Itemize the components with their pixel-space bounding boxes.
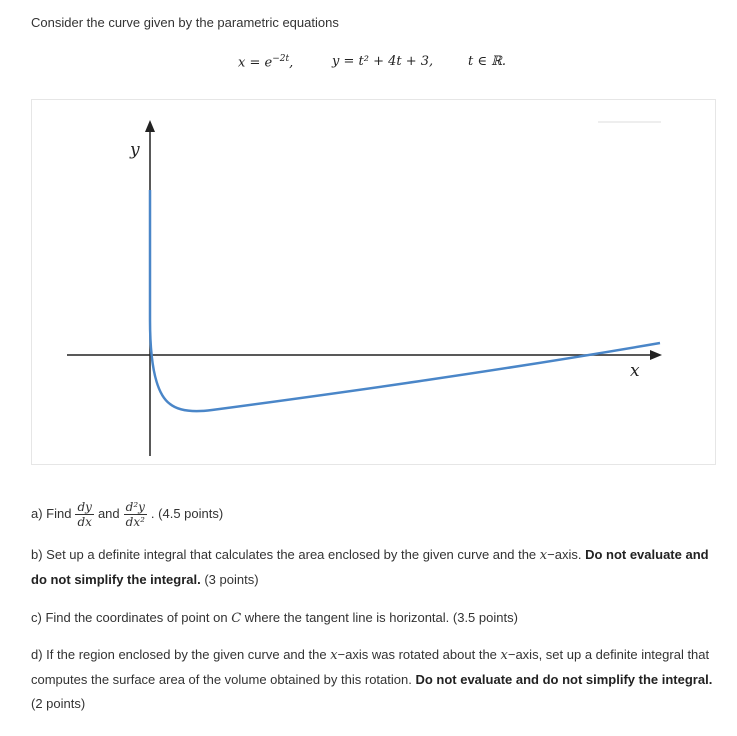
question-a: a) Find $\frac{dy}{dx}$ and $\frac{\text{d²y}}{\text{dx²}}$ . (4.5 points) — [31, 500, 224, 529]
y-axis-arrow — [145, 120, 155, 132]
curve-graph — [31, 99, 716, 465]
parameter-domain: t ∈ ℝ. — [468, 54, 507, 69]
dy-dx-fraction: $\frac{dy}{dx}$ — [77, 500, 92, 529]
x-axis-label: x — [630, 361, 640, 381]
question-c: c) Find the coordinates of point on C where the tangent line is horizontal. (3.5 points) — [31, 610, 518, 626]
problem-intro: Consider the curve given by the parametric equations — [31, 15, 339, 30]
x-equation: $x = e^{-2t}$, — [238, 54, 294, 71]
y-axis-label: y — [130, 140, 140, 160]
question-b: b) Set up a definite integral that calculates the area enclosed by the given curve and the x−axis. Do not evaluate and do not simplify the integral. (3 points) — [31, 547, 709, 587]
question-d: d) If the region enclosed by the given curve and the x−axis was rotated about the x−axis, set up a definite integral that computes the surface area of the volume obtained by this rotation. Do not evaluate and do not simplify the integral. (2 points) — [31, 647, 713, 711]
x-exponent: −2t — [272, 54, 290, 64]
parametric-equations — [0, 50, 737, 74]
x-axis-arrow — [650, 350, 662, 360]
parametric-curve — [150, 190, 660, 411]
y-equation: y = t² + 4t + 3, — [332, 54, 434, 69]
d2y-dx2-fraction: $\frac{\text{d²y}}{\text{dx²}}$ — [125, 500, 145, 529]
graph-svg — [32, 100, 717, 466]
